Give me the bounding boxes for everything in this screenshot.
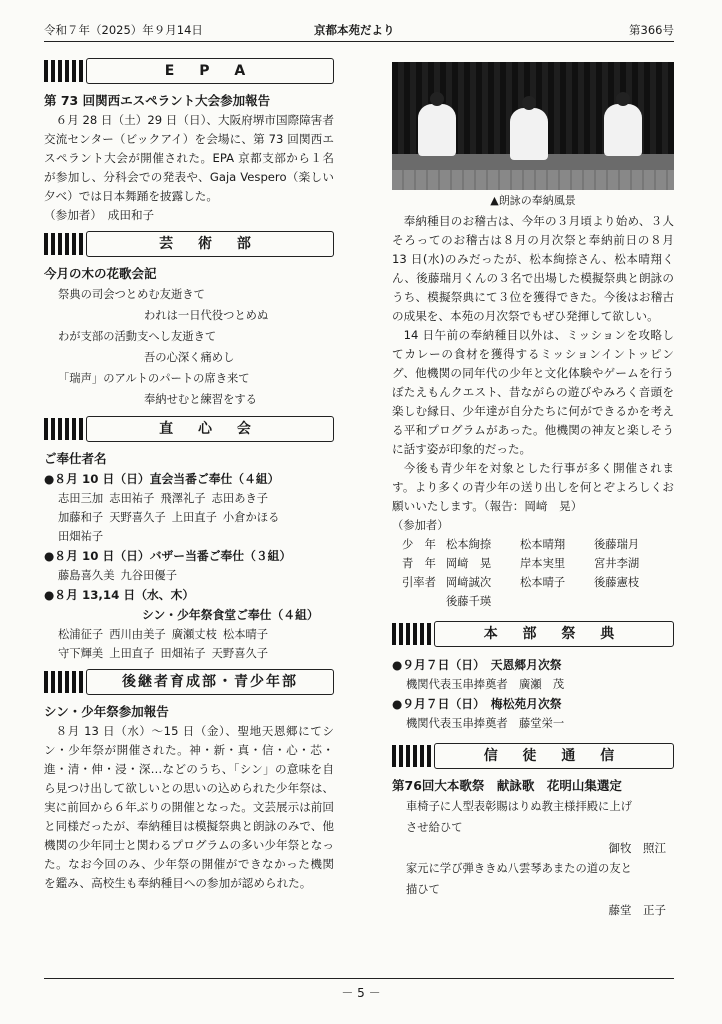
epa-heading-label: E P A [86, 58, 334, 84]
name: 松本晴子 [222, 628, 269, 641]
name: 藤島喜久美 [58, 569, 115, 582]
right-column [392, 54, 674, 920]
kokeisha-heading [44, 669, 334, 697]
performer-figure [418, 104, 456, 156]
participant-label: （参加者） [392, 519, 449, 532]
kokeisha-heading-label: 後継者育成部・青少年部 [86, 669, 334, 695]
heading-bars-icon [44, 233, 84, 255]
issue-date: 令和７年（2025）年９月14日 [44, 23, 203, 37]
name: 天野喜久子 [211, 647, 269, 660]
kokeisha-body: ８月 13 日（水）～15 日（金）、聖地天恩郷にてシン・少年祭が開催された。神・新・真・信・心・芯・進・清・伸・浸・深…などのうち、「シン」の意味を自ら見つけ出して欲しいとの思いの込められた少年祭は、実に前回から６年ぶりの開催となった。文芸展示は前回と同様だったが、奉納種目は模擬祭典と朗詠のみで、他機関の少年同士と関わるプログラムの多い少年祭となった。なお今回のみ、少年祭の開催ができなかった機関を鑑み、高校生も奉納種目への参加が認められた。 [44, 724, 334, 890]
participant-row [392, 592, 674, 611]
tanka-2-author: 藤堂 正子 [608, 903, 666, 917]
service-item-3 [44, 585, 334, 625]
name: 松本晴翔 [520, 538, 566, 551]
report-para-1: 奉納種目のお稽古は、今年の３月頃より始め、３人そろってのお稽古は８月の月次祭と奉納前日の８月 13 日(水)のみだったが、松本絢捺さん、松本晴翔くん、後藤瑞月くんの３名で出場した模擬祭典と朗詠のうち、模擬祭典にて３位を獲得できた。今後はお稽古の成果を、本苑の月次祭でもぜひ発揮して欲しい。 [392, 214, 674, 323]
name: 上田直子 [171, 511, 217, 524]
name: 岡﨑誠次 [446, 576, 492, 589]
participant-list [392, 516, 674, 611]
geijutsu-heading [44, 231, 334, 259]
honbu-heading-label: 本 部 祭 典 [434, 621, 674, 647]
heading-bars-icon [44, 671, 84, 693]
name: 守下輝美 [58, 647, 104, 660]
poem-line: 祭典の司会つとめむ友逝きて [58, 288, 205, 301]
newsletter-title: 京都本苑だより [314, 23, 395, 37]
role: 引率者 [402, 576, 436, 589]
left-column [44, 52, 334, 893]
name: 廣瀬丈枝 [171, 628, 217, 641]
service-names-1 [44, 489, 334, 546]
header-rule [44, 41, 674, 42]
shinto-heading-label: 信 徒 通 信 [434, 743, 674, 769]
name: 天野喜久子 [109, 511, 166, 524]
heading-bars-icon [392, 623, 432, 645]
tanka-line: させ給ひて [406, 821, 463, 834]
performer-figure [510, 108, 548, 160]
geijutsu-title: 今月の木の花歌会記 [44, 266, 157, 281]
name: 志田あき子 [211, 492, 269, 505]
service-names-3 [44, 625, 334, 663]
name: 松本晴子 [520, 576, 566, 589]
shinto-heading [392, 743, 674, 771]
issue-number: 第366号 [629, 23, 674, 37]
name: 九谷田優子 [120, 569, 177, 582]
name: 後藤憲枝 [594, 576, 640, 589]
tanka-1-author: 御牧 照江 [608, 841, 666, 855]
name: 西川由美子 [109, 628, 166, 641]
epa-participants: （参加者） 成田和子 [44, 208, 155, 222]
tanka-2 [392, 858, 674, 900]
heading-bars-icon [44, 418, 84, 440]
photo-caption: ▲朗詠の奉納風景 [490, 194, 576, 207]
honbu-item-1-detail: 機関代表玉串捧奠者 廣瀬 茂 [406, 678, 565, 691]
name: 上田直子 [109, 647, 155, 660]
report-para-2: 14 日午前の奉納種目以外は、ミッションを攻略してカレーの食材を獲得するミッションイントッピング、他機関の同年代の少年と文化体験やゲームを行うぼたえもんクエスト、昔ながらの遊びやみろく音頭を楽しむ縁日、少年達が自分たちに何ができるかを考える平和プログラムがあった。他機関の神友と楽しそうに話す姿が印象的だった。 [392, 328, 674, 456]
service-item-3-desc: シン・少年祭食堂ご奉仕（４組） [142, 608, 319, 622]
name: 加藤和子 [58, 511, 104, 524]
heading-bars-icon [44, 60, 84, 82]
name: 松浦征子 [58, 628, 104, 641]
report-para-3: 今後も青少年を対象とした行事が多く開催されます。より多くの青少年の送り出しを何とぞよろしくお願いいたします。（報告：岡﨑 晃） [392, 461, 674, 513]
poem-line: 吾の心深く痛めし [144, 351, 235, 364]
poem-line: 奉納せむと練習をする [144, 393, 257, 406]
name: 松本絢捺 [446, 538, 492, 551]
performer-figure [604, 104, 642, 156]
epa-body: ６月 28 日（土）29 日（日）、大阪府堺市国際障害者交流センター（ビックアイ）を会場に、第 73 回関西エスペラント大会が開催された。EPA 京都支部から１名が参加し、分科会での発表や、Gaja Vespero（楽しい夕べ）では日本舞踊を披露した。 [44, 113, 334, 203]
service-item-3-date: ●８月 13,14 日（水、木） [44, 588, 195, 602]
honbu-item-2: ●９月７日（日） 梅松苑月次祭 [392, 697, 562, 711]
honbu-item-1: ●９月７日（日） 天恩郷月次祭 [392, 658, 562, 672]
jikishin-title: ご奉仕者名 [44, 451, 107, 466]
epa-title: 第 73 回関西エスペラント大会参加報告 [44, 93, 271, 108]
honbu-heading [392, 621, 674, 649]
epa-heading [44, 58, 334, 86]
name: 志田三加 [58, 492, 104, 505]
service-names-2 [44, 566, 334, 585]
name: 岡﨑 晃 [446, 557, 492, 570]
uta-poems [44, 284, 334, 410]
page-number: － 5 － [341, 986, 381, 1000]
role: 少 年 [402, 538, 436, 551]
participant-row [392, 554, 674, 573]
tanka-line: 家元に学び弾ききぬ八雲琴あまたの道の友と [406, 862, 632, 875]
name: 田畑祐子 [58, 530, 104, 543]
page-header [44, 18, 674, 40]
poem-line: わが支部の活動支へし友逝きて [58, 330, 217, 343]
name: 後藤千瑛 [446, 595, 492, 608]
poem-line: われは一日代役つとめぬ [144, 309, 269, 322]
roei-photo [392, 62, 674, 190]
geijutsu-heading-label: 芸 術 部 [86, 231, 334, 257]
tanka-line: 車椅子に人型表彰賜はりぬ教主様拝殿に上げ [406, 800, 632, 813]
name: 志田祐子 [109, 492, 155, 505]
jikishin-heading [44, 416, 334, 444]
tanka-1 [392, 796, 674, 838]
name: 宮井李湖 [594, 557, 640, 570]
role: 青 年 [402, 557, 436, 570]
name: 田畑祐子 [160, 647, 206, 660]
tanka-line: 描ひて [406, 883, 440, 896]
honbu-item-2-detail: 機関代表玉串捧奠者 藤堂栄一 [406, 717, 565, 730]
footer-rule [44, 978, 674, 979]
heading-bars-icon [392, 745, 432, 767]
stage-front [392, 170, 674, 190]
participant-row [392, 535, 674, 554]
name: 小倉かほる [222, 511, 280, 524]
name: 後藤瑞月 [594, 538, 640, 551]
shinto-title: 第76回大本歌祭 献詠歌 花明山集選定 [392, 778, 622, 793]
jikishin-heading-label: 直 心 会 [86, 416, 334, 442]
service-item-1: ●８月 10 日（日）直会当番ご奉仕（４組） [44, 472, 280, 486]
service-item-2: ●８月 10 日（日）バザー当番ご奉仕（３組） [44, 549, 292, 563]
name: 飛澤礼子 [160, 492, 206, 505]
kokeisha-title: シン・少年祭参加報告 [44, 704, 169, 719]
name: 岸本実里 [520, 557, 566, 570]
poem-line: 「瑞声」のアルトのパートの席き来て [58, 372, 250, 385]
participant-row [392, 573, 674, 592]
